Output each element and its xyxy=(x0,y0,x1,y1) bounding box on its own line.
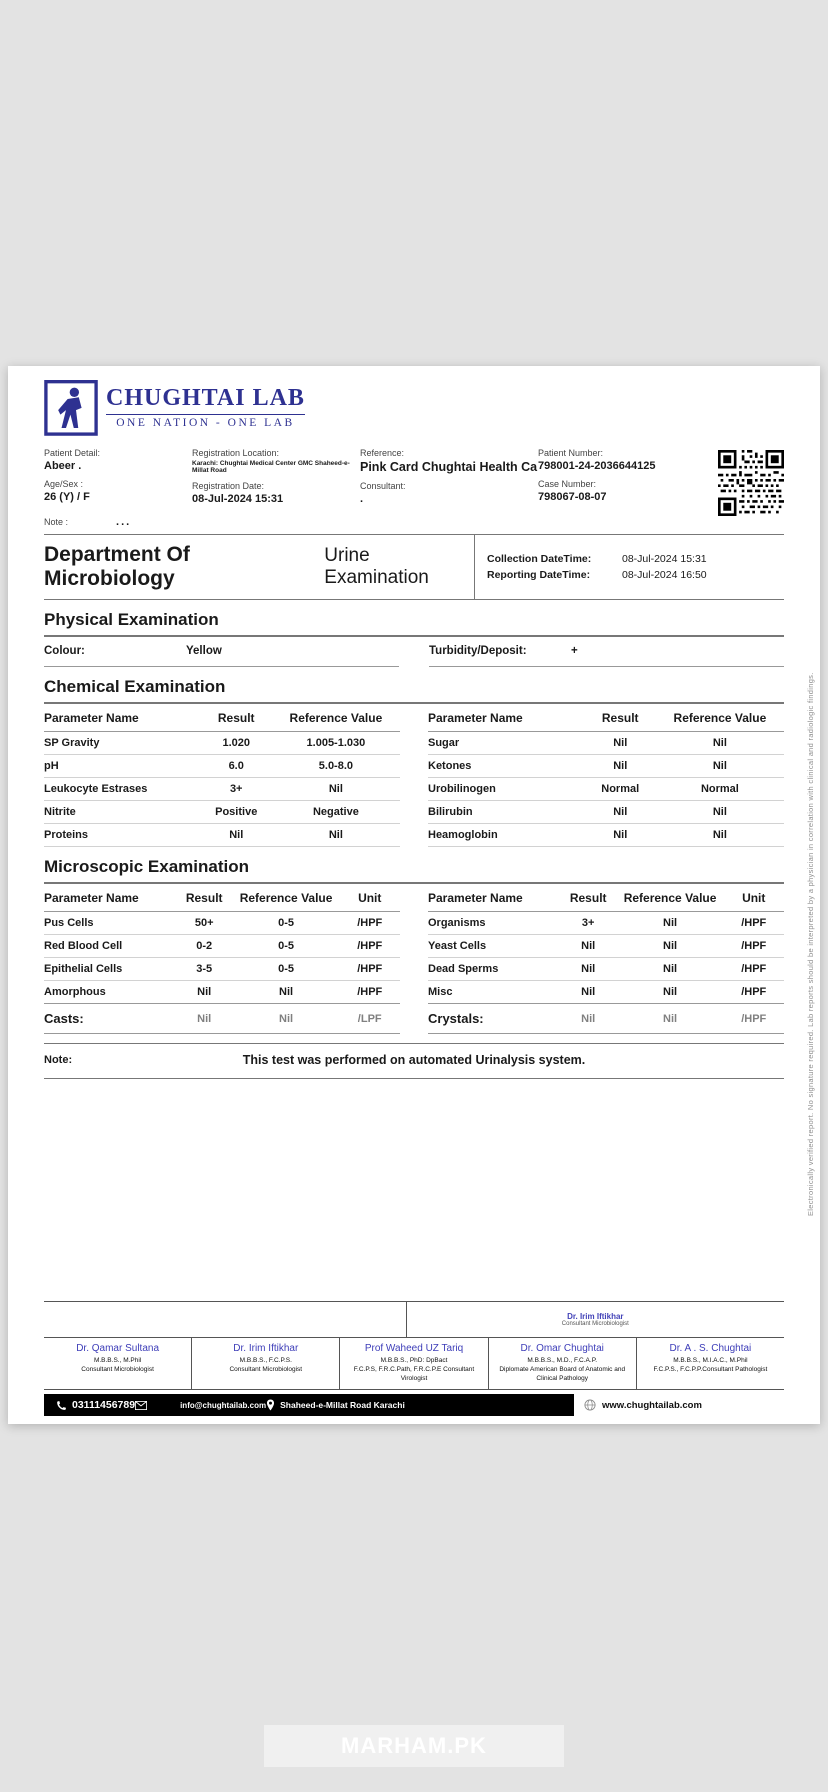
chemical-tables xyxy=(44,704,784,847)
header-result: Result xyxy=(185,891,223,905)
location-pin-icon xyxy=(266,1399,275,1411)
vertical-disclaimer-text: Electronically verified report. No signature required. Lab reports should be interpreted by a physician in correlation with clinical and radiologic findings. xyxy=(806,672,815,1216)
parameter-unit: /HPF xyxy=(741,1012,767,1025)
doctor-name: Dr. Omar Chughtai xyxy=(520,1342,604,1354)
parameter-name: Amorphous xyxy=(44,986,106,998)
parameter-result: Nil xyxy=(197,986,212,998)
signature-left-cell xyxy=(44,1302,407,1337)
collection-label: Collection DateTime: xyxy=(487,553,592,565)
department-name: Department Of Microbiology xyxy=(44,543,190,590)
address-item xyxy=(266,1399,405,1411)
table-row xyxy=(428,778,784,801)
header-reference: Reference Value xyxy=(239,891,333,905)
age-sex-label: Age/Sex : xyxy=(44,479,84,489)
parameter-unit: /HPF xyxy=(741,940,767,952)
table-header xyxy=(44,704,400,732)
parameter-name: Organisms xyxy=(428,917,486,929)
parameter-name: Bilirubin xyxy=(428,806,473,818)
doctor-name: Dr. A . S. Chughtai xyxy=(669,1342,752,1354)
datetime-block xyxy=(474,535,784,599)
parameter-name: SP Gravity xyxy=(44,737,100,749)
department-header xyxy=(44,534,784,600)
parameter-name: Urobilinogen xyxy=(428,783,496,795)
table-row xyxy=(428,935,784,958)
header-reference: Reference Value xyxy=(289,711,383,725)
parameter-result: Positive xyxy=(215,806,258,818)
table-row xyxy=(44,958,400,981)
signatory-name: Dr. Irim Iftikhar xyxy=(567,1311,624,1321)
parameter-reference: Nil xyxy=(712,737,727,749)
parameter-name: Dead Sperms xyxy=(428,963,499,975)
doctor-qualifications: M.B.B.S., M.Phil xyxy=(93,1356,142,1364)
header-result: Result xyxy=(601,711,639,725)
doctor-name: Dr. Irim Iftikhar xyxy=(233,1342,299,1354)
parameter-unit: /HPF xyxy=(357,940,383,952)
doctor-qualifications: M.B.B.S., PhD: DpBact xyxy=(380,1356,448,1364)
registration-date-value: 08-Jul-2024 15:31 xyxy=(192,493,284,505)
parameter-reference: Nil xyxy=(663,940,678,952)
parameter-result: 3+ xyxy=(581,917,595,929)
doctor-cell xyxy=(489,1338,637,1389)
parameter-result: Nil xyxy=(197,1012,212,1025)
header-unit: Unit xyxy=(358,891,382,905)
header-result: Result xyxy=(569,891,607,905)
doctor-title: Consultant Microbiologist xyxy=(81,1365,154,1373)
registration-location-value: Karachi: Chughtai Medical Center GMC Shaheed-e-Millat Road xyxy=(192,460,350,474)
table-row xyxy=(44,801,400,824)
chughtai-lab-logo-icon xyxy=(44,380,98,438)
lab-name: CHUGHTAI LAB xyxy=(106,385,305,411)
table-row xyxy=(44,755,400,778)
parameter-result: 6.0 xyxy=(228,760,244,772)
parameter-reference: Nil xyxy=(712,829,727,841)
table-row xyxy=(44,824,400,847)
table-row xyxy=(428,824,784,847)
turbidity-field xyxy=(429,637,784,667)
lab-report-document xyxy=(8,366,820,1424)
parameter-reference: Negative xyxy=(312,806,359,818)
collection-datetime-row xyxy=(487,553,784,565)
case-number-value: 798067-08-07 xyxy=(538,491,607,503)
doctor-title: F.C.P.S, F.R.C.Path, F.R.C.P.E Consultant Virologist xyxy=(353,1365,475,1382)
parameter-unit: /HPF xyxy=(741,986,767,998)
crystals-row xyxy=(428,1003,784,1034)
doctor-qualifications: M.B.B.S., M.I.A.C., M.Phil xyxy=(673,1356,748,1364)
table-row xyxy=(44,732,400,755)
patient-info-grid xyxy=(44,448,784,516)
parameter-unit: /LPF xyxy=(357,1012,382,1025)
parameter-name: Ketones xyxy=(428,760,472,772)
microscopic-examination-title: Microscopic Examination xyxy=(44,847,784,884)
patient-note-row xyxy=(44,516,784,528)
address-text: Shaheed-e-Millat Road Karachi xyxy=(280,1400,405,1410)
parameter-result: 1.020 xyxy=(222,737,250,749)
physical-examination-row xyxy=(44,637,784,667)
doctor-title: Consultant Microbiologist xyxy=(229,1365,303,1373)
reporting-value: 08-Jul-2024 16:50 xyxy=(622,569,707,581)
header-unit: Unit xyxy=(742,891,766,905)
parameter-unit: /HPF xyxy=(357,917,383,929)
parameter-reference: Nil xyxy=(663,986,678,998)
note-label: Note : xyxy=(44,517,69,527)
phone-item xyxy=(56,1399,135,1411)
parameter-reference: Nil xyxy=(328,829,343,841)
parameter-reference: 0-5 xyxy=(278,963,295,975)
parameter-reference: Nil xyxy=(328,783,343,795)
parameter-result: Nil xyxy=(613,806,628,818)
parameter-name: Pus Cells xyxy=(44,917,94,929)
doctor-qualifications: M.B.B.S., M.D., F.C.A.P. xyxy=(527,1356,597,1364)
colour-value: Yellow xyxy=(186,645,222,657)
patient-detail-label: Patient Detail: xyxy=(44,448,101,458)
doctor-cell xyxy=(192,1338,340,1389)
lab-tagline: ONE NATION - ONE LAB xyxy=(106,414,305,429)
contact-footer-bar xyxy=(44,1394,574,1416)
parameter-result: Nil xyxy=(581,963,596,975)
reporting-datetime-row xyxy=(487,569,784,581)
parameter-reference: 5.0-8.0 xyxy=(318,760,354,772)
physical-examination-title: Physical Examination xyxy=(44,600,784,637)
parameter-result: 3-5 xyxy=(196,963,213,975)
patient-detail-column xyxy=(44,448,192,510)
parameter-result: 0-2 xyxy=(196,940,213,952)
parameter-name: Leukocyte Estrases xyxy=(44,783,148,795)
chemical-table-left xyxy=(44,704,400,847)
reporting-label: Reporting DateTime: xyxy=(487,569,591,581)
patient-number-label: Patient Number: xyxy=(538,448,604,458)
lab-name-block xyxy=(106,380,305,429)
parameter-reference: Nil xyxy=(663,963,678,975)
parameter-name: Casts: xyxy=(44,1011,84,1026)
header-reference: Reference Value xyxy=(673,711,767,725)
parameter-name: Nitrite xyxy=(44,806,76,818)
parameter-unit: /HPF xyxy=(741,917,767,929)
chemical-examination-title: Chemical Examination xyxy=(44,667,784,704)
parameter-reference: 0-5 xyxy=(278,940,295,952)
table-header xyxy=(44,884,400,912)
colour-field xyxy=(44,637,399,667)
note-value: ... xyxy=(116,516,132,528)
parameter-unit: /HPF xyxy=(741,963,767,975)
parameter-name: Heamoglobin xyxy=(428,829,498,841)
phone-icon xyxy=(56,1400,67,1411)
numbers-column xyxy=(538,448,718,510)
header-reference: Reference Value xyxy=(623,891,717,905)
header-parameter: Parameter Name xyxy=(428,891,523,905)
report-note-label: Note: xyxy=(44,1054,73,1066)
signatory-title: Consultant Microbiologist xyxy=(561,1320,629,1327)
website-section xyxy=(574,1394,784,1416)
reference-column xyxy=(360,448,538,512)
turbidity-label: Turbidity/Deposit: xyxy=(429,645,527,657)
website-url: www.chughtailab.com xyxy=(602,1399,702,1411)
parameter-result: 3+ xyxy=(229,783,243,795)
consultant-label: Consultant: xyxy=(360,481,406,491)
lab-header xyxy=(44,380,784,438)
chemical-table-right xyxy=(428,704,784,847)
parameter-reference: Nil xyxy=(663,917,678,929)
phone-number: 03111456789 xyxy=(72,1399,136,1411)
parameter-result: Nil xyxy=(613,760,628,772)
table-header xyxy=(428,884,784,912)
table-row xyxy=(44,778,400,801)
header-parameter: Parameter Name xyxy=(44,711,139,725)
parameter-name: Misc xyxy=(428,986,453,998)
parameter-reference: Nil xyxy=(712,760,727,772)
parameter-reference: 0-5 xyxy=(278,917,295,929)
parameter-name: Red Blood Cell xyxy=(44,940,123,952)
doctors-row xyxy=(44,1337,784,1390)
parameter-name: Proteins xyxy=(44,829,89,841)
parameter-reference: 1.005-1.030 xyxy=(306,737,366,749)
collection-value: 08-Jul-2024 15:31 xyxy=(622,553,707,565)
reference-label: Reference: xyxy=(360,448,405,458)
consultant-value: . xyxy=(360,493,364,505)
parameter-result: Nil xyxy=(581,940,596,952)
doctor-title: F.C.P.S., F.C.P.P.Consultant Pathologist xyxy=(653,1365,768,1373)
microscopic-table-right xyxy=(428,884,784,1034)
registration-date-label: Registration Date: xyxy=(192,481,265,491)
qr-code xyxy=(718,450,784,516)
contact-footer xyxy=(44,1394,784,1416)
doctor-title: Diplomate American Board of Anatomic and Clinical Pathology xyxy=(499,1365,626,1382)
age-sex-value: 26 (Y) / F xyxy=(44,491,90,503)
exam-title: Urine Examination xyxy=(324,545,429,588)
parameter-result: Nil xyxy=(581,986,596,998)
doctor-cell xyxy=(340,1338,488,1389)
report-note-text: This test was performed on automated Urinalysis system. xyxy=(242,1053,586,1067)
table-row xyxy=(428,958,784,981)
parameter-name: Crystals: xyxy=(428,1011,484,1026)
parameter-unit: /HPF xyxy=(357,963,383,975)
email-address: info@chughtailab.com xyxy=(180,1400,267,1410)
microscopic-tables xyxy=(44,884,784,1034)
parameter-reference: Normal xyxy=(700,783,739,795)
colour-label: Colour: xyxy=(44,645,85,657)
envelope-icon xyxy=(135,1401,147,1410)
parameter-name: Yeast Cells xyxy=(428,940,487,952)
parameter-result: Nil xyxy=(229,829,244,841)
marham-watermark: MARHAM.PK xyxy=(264,1725,564,1767)
patient-number-value: 798001-24-2036644125 xyxy=(538,460,656,472)
table-row xyxy=(428,912,784,935)
case-number-label: Case Number: xyxy=(538,479,597,489)
doctor-qualifications: M.B.B.S., F.C.P.S. xyxy=(239,1356,292,1364)
table-header xyxy=(428,704,784,732)
table-row xyxy=(44,981,400,1004)
parameter-reference: Nil xyxy=(279,986,294,998)
parameter-result: Nil xyxy=(581,1012,596,1025)
parameter-result: Nil xyxy=(613,737,628,749)
registration-location-label: Registration Location: xyxy=(192,448,280,458)
parameter-result: Normal xyxy=(601,783,640,795)
globe-icon xyxy=(584,1399,596,1411)
reference-value: Pink Card Chughtai Health Ca xyxy=(360,460,538,474)
blank-space xyxy=(44,1079,784,1301)
signature-block xyxy=(44,1301,784,1337)
signature-right-cell xyxy=(407,1302,784,1337)
doctor-name: Prof Waheed UZ Tariq xyxy=(364,1342,464,1354)
table-row xyxy=(428,981,784,1004)
patient-name: Abeer . xyxy=(44,460,82,472)
parameter-unit: /HPF xyxy=(357,986,383,998)
report-note-bar xyxy=(44,1043,784,1079)
header-parameter: Parameter Name xyxy=(44,891,139,905)
parameter-reference: Nil xyxy=(663,1012,678,1025)
parameter-reference: Nil xyxy=(712,806,727,818)
parameter-result: Nil xyxy=(613,829,628,841)
parameter-result: 50+ xyxy=(194,917,214,929)
registration-column xyxy=(192,448,360,512)
parameter-name: Epithelial Cells xyxy=(44,963,123,975)
doctor-cell xyxy=(44,1338,192,1389)
parameter-name: Sugar xyxy=(428,737,460,749)
email-item xyxy=(135,1401,266,1410)
parameter-name: pH xyxy=(44,760,59,772)
table-row xyxy=(44,935,400,958)
header-result: Result xyxy=(217,711,255,725)
parameter-reference: Nil xyxy=(279,1012,294,1025)
header-parameter: Parameter Name xyxy=(428,711,523,725)
microscopic-table-left xyxy=(44,884,400,1034)
table-row xyxy=(428,732,784,755)
casts-row xyxy=(44,1003,400,1034)
table-row xyxy=(428,755,784,778)
table-row xyxy=(44,912,400,935)
turbidity-value: + xyxy=(571,645,578,657)
table-row xyxy=(428,801,784,824)
doctor-name: Dr. Qamar Sultana xyxy=(76,1342,159,1354)
department-title-block xyxy=(44,535,474,599)
doctor-cell xyxy=(637,1338,784,1389)
